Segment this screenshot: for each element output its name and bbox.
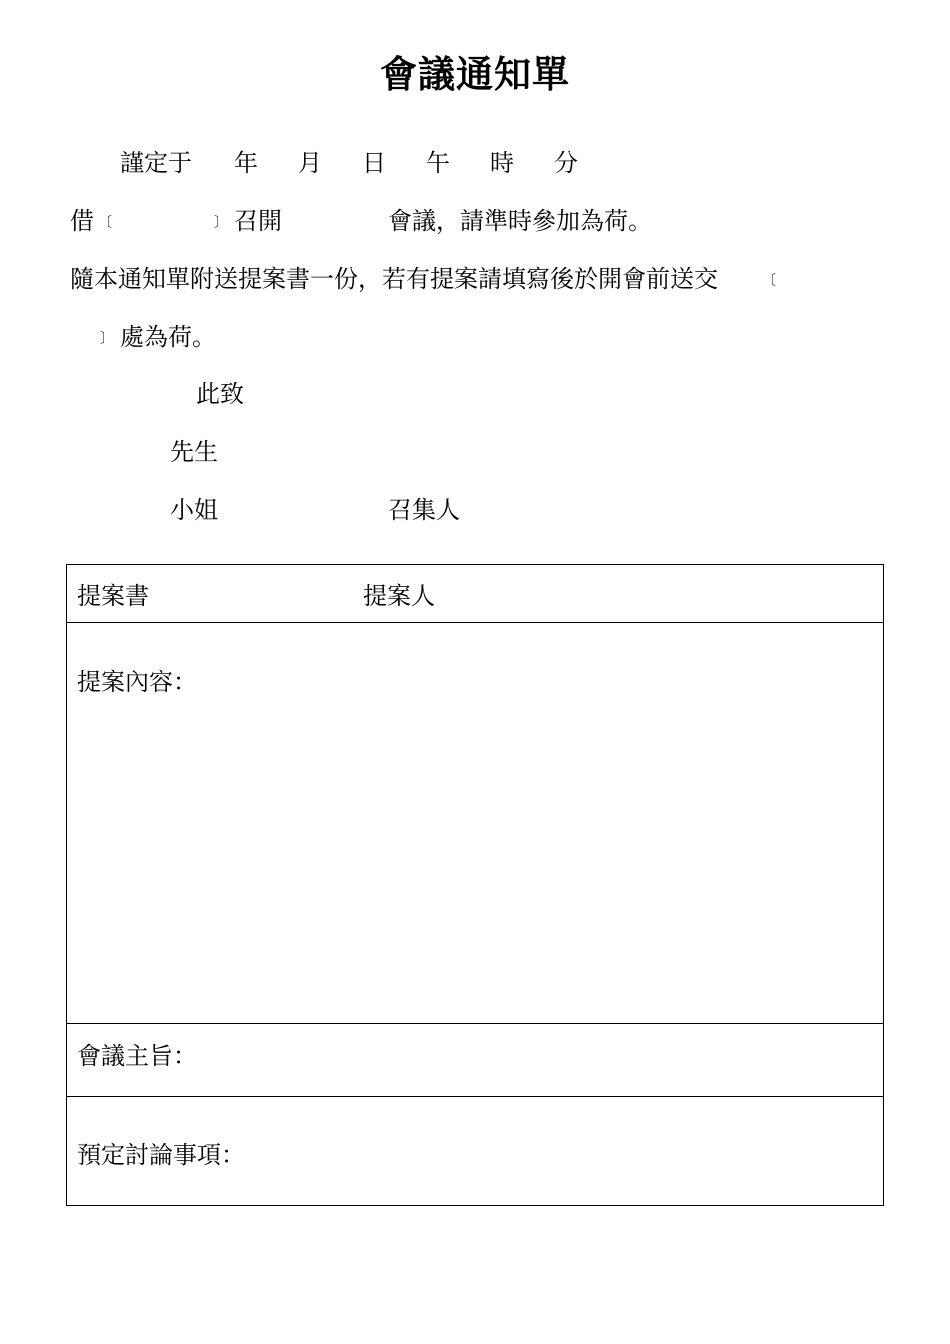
- proposal-form: [66, 564, 884, 1206]
- venue-open-bracket: 〔: [98, 215, 112, 231]
- noon-label: 午: [426, 149, 450, 177]
- agenda-label: 預定討論事項：: [77, 1141, 245, 1169]
- divider-content: [67, 1023, 883, 1024]
- proposal-content-label: 提案內容：: [77, 668, 197, 696]
- submit-open-bracket: 〔: [762, 273, 776, 289]
- meeting-purpose-label: 會議主旨：: [77, 1042, 197, 1070]
- day-label: 日: [362, 149, 386, 177]
- year-label: 年: [234, 149, 258, 177]
- convener-label: 召集人: [388, 496, 460, 524]
- submit-close-bracket: 〕: [100, 331, 114, 347]
- month-label: 月: [298, 149, 322, 177]
- attachment-instruction: 隨本通知單附送提案書一份，若有提案請填寫後於開會前送交: [70, 265, 718, 293]
- divider-header: [67, 622, 883, 623]
- page-title: 會議通知單: [380, 53, 570, 96]
- recipient-madam: 小姐: [170, 496, 218, 524]
- proposal-book-label: 提案書: [77, 582, 149, 610]
- meeting-instruction: 會議，請準時參加為荷。: [388, 207, 652, 235]
- venue-close-bracket: 〕: [214, 215, 228, 231]
- scheduled-prefix: 謹定于: [120, 149, 192, 177]
- divider-purpose: [67, 1096, 883, 1097]
- minute-label: 分: [554, 149, 578, 177]
- hour-label: 時: [490, 149, 514, 177]
- borrow-label: 借: [70, 207, 94, 235]
- proposer-label: 提案人: [363, 582, 435, 610]
- recipient-sir: 先生: [170, 438, 218, 466]
- salutation: 此致: [196, 380, 244, 408]
- location-closing: 處為荷。: [120, 323, 216, 351]
- convene-label: 召開: [234, 207, 282, 235]
